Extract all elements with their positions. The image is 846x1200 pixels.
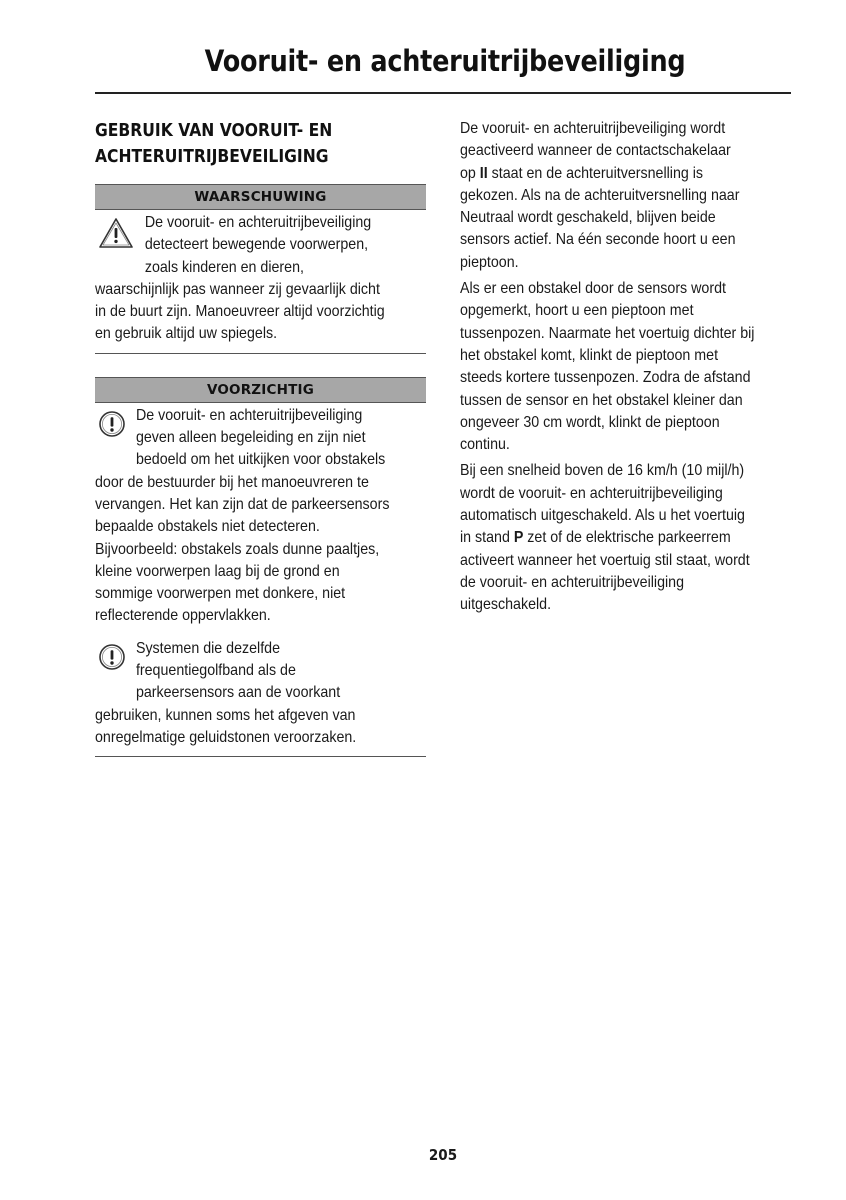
body-line: Bij een snelheid boven de 16 km/h (10 mijl/h) bbox=[460, 462, 745, 480]
left-column bbox=[95, 118, 426, 757]
warning-line: waarschijnlijk pas wanneer zij gevaarlijk dicht bbox=[95, 280, 380, 298]
caution-line: sommige voorwerpen met donkere, niet bbox=[95, 585, 346, 603]
warning-line: De vooruit- en achteruitrijbeveiliging bbox=[144, 214, 372, 231]
caution-line: onregelmatige geluidstonen veroorzaken. bbox=[95, 728, 357, 746]
warning-line: en gebruik altijd uw spiegels. bbox=[95, 325, 278, 343]
caution-line: bedoeld om het uitkijken voor obstakels bbox=[135, 451, 386, 469]
body-line: continu. bbox=[460, 436, 510, 454]
caution-line: Bijvoorbeeld: obstakels zoals dunne paaltjes, bbox=[95, 540, 380, 558]
caution-divider bbox=[95, 756, 426, 757]
section-heading-line-1: GEBRUIK VAN VOORUIT- EN bbox=[95, 121, 333, 141]
body-line: de vooruit- en achteruitrijbeveiliging bbox=[460, 573, 685, 591]
paragraph-deactivation bbox=[460, 460, 794, 616]
paragraph-obstacle bbox=[460, 278, 794, 456]
ignition-position: II bbox=[479, 164, 488, 182]
body-line: in stand P zet of de elektrische parkeerrem bbox=[460, 529, 731, 547]
body-line: op II staat en de achteruitversnelling is bbox=[460, 164, 704, 182]
caution-line: frequentiegolfband als de bbox=[135, 662, 296, 680]
gear-position: P bbox=[513, 529, 524, 547]
title-divider bbox=[95, 92, 791, 94]
body-line: opgemerkt, hoort u een pieptoon met bbox=[460, 302, 694, 320]
caution-line: gebruiken, kunnen soms het afgeven van bbox=[95, 706, 356, 724]
caution-label: VOORZICHTIG bbox=[206, 381, 315, 398]
warning-line: detecteert bewegende voorwerpen, bbox=[144, 236, 369, 254]
page-title: Vooruit- en achteruitrijbeveiliging bbox=[204, 44, 686, 78]
body-line: De vooruit- en achteruitrijbeveiliging wordt bbox=[460, 120, 726, 137]
caution-line: reflecterende oppervlakken. bbox=[95, 607, 271, 625]
caution-line: De vooruit- en achteruitrijbeveiliging bbox=[135, 406, 363, 424]
caution-note-2 bbox=[95, 636, 426, 749]
body-line: steeds kortere tussenpozen. Zodra de afstand bbox=[460, 369, 751, 387]
body-line: ongeveer 30 cm wordt, klinkt de pieptoon bbox=[460, 413, 720, 431]
warning-banner bbox=[95, 184, 426, 210]
body-line: tussenpozen. Naarmate het voertuig dichter bij bbox=[460, 324, 755, 342]
body-line: automatisch uitgeschakeld. Als u het voertuig bbox=[460, 507, 745, 525]
warning-line: in de buurt zijn. Manoeuvreer altijd voorzichtig bbox=[95, 303, 385, 321]
body-line: Neutraal wordt geschakeld, blijven beide bbox=[460, 209, 716, 227]
body-line: geactiveerd wanneer de contactschakelaar bbox=[460, 142, 731, 160]
body-line: tussen de sensor en het obstakel kleiner dan bbox=[460, 391, 743, 409]
page-number: 205 bbox=[428, 1146, 458, 1164]
section-heading bbox=[95, 118, 426, 170]
caution-line: bepaalde obstakels niet detecteren. bbox=[95, 518, 320, 536]
caution-line: parkeersensors aan de voorkant bbox=[135, 684, 341, 702]
warning-label: WAARSCHUWING bbox=[194, 189, 327, 205]
caution-line: geven alleen begeleiding en zijn niet bbox=[135, 429, 366, 447]
body-line: het obstakel komt, klinkt de pieptoon met bbox=[460, 346, 719, 364]
body-line: sensors actief. Na één seconde hoort u een bbox=[460, 231, 736, 249]
caution-line: kleine voorwerpen laag bij de grond en bbox=[95, 562, 340, 580]
body-line: wordt de vooruit- en achteruitrijbeveiliging bbox=[460, 484, 723, 502]
section-heading-line-2: ACHTERUITRIJBEVEILIGING bbox=[95, 147, 329, 167]
warning-line: zoals kinderen en dieren, bbox=[144, 258, 304, 276]
caution-line: door de bestuurder bij het manoeuvreren te bbox=[95, 473, 369, 491]
body-line: gekozen. Als na de achteruitversnelling naar bbox=[460, 186, 740, 204]
caution-line: Systemen die dezelfde bbox=[135, 639, 281, 657]
warning-note bbox=[95, 210, 426, 346]
paragraph-activation bbox=[460, 118, 794, 274]
body-line: activeert wanneer het voertuig stil staat, wordt bbox=[460, 551, 750, 569]
caution-banner bbox=[95, 377, 426, 403]
caution-note-1 bbox=[95, 403, 426, 628]
body-line: pieptoon. bbox=[460, 253, 519, 271]
caution-line: vervangen. Het kan zijn dat de parkeersensors bbox=[95, 495, 390, 513]
body-line: Als er een obstakel door de sensors wordt bbox=[460, 280, 726, 298]
right-column bbox=[460, 118, 794, 621]
body-line: uitgeschakeld. bbox=[460, 596, 552, 614]
